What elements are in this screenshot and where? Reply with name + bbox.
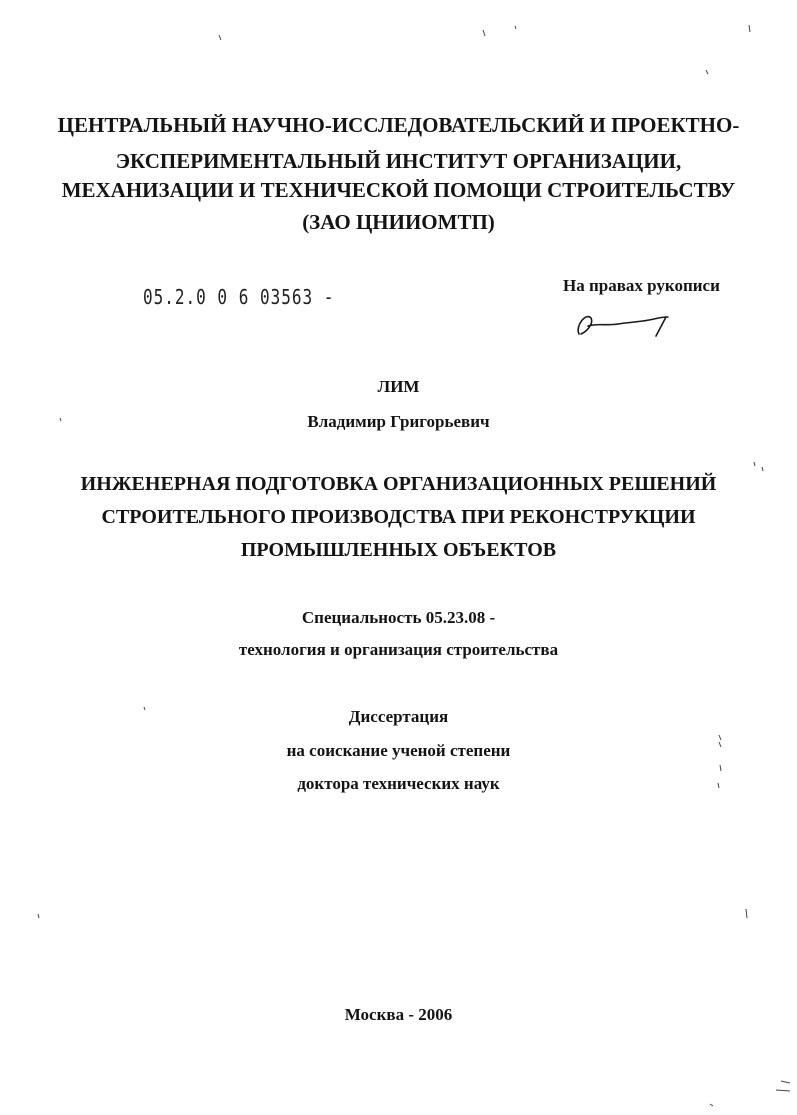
institution-line-2: ЭКСПЕРИМЕНТАЛЬНЫЙ ИНСТИТУТ ОРГАНИЗАЦИИ, xyxy=(115,149,682,173)
institution-line-1: ЦЕНТРАЛЬНЫЙ НАУЧНО-ИССЛЕДОВАТЕЛЬСКИЙ И ПРОЕКТНО- xyxy=(57,113,740,137)
signature xyxy=(572,306,672,340)
specialty-code: Специальность 05.23.08 - xyxy=(301,608,496,627)
place-year: Москва - 2006 xyxy=(344,1005,453,1024)
title-line-3: ПРОМЫШЛЕННЫХ ОБЪЕКТОВ xyxy=(240,539,557,561)
title-line-1: ИНЖЕНЕРНАЯ ПОДГОТОВКА ОРГАНИЗАЦИОННЫХ РЕШЕНИЙ xyxy=(80,473,717,495)
dissertation-purpose: на соискание ученой степени xyxy=(286,741,511,760)
dissertation-degree: доктора технических наук xyxy=(297,774,500,793)
dissertation-type: Диссертация xyxy=(348,707,449,726)
institution-line-3: МЕХАНИЗАЦИИ И ТЕХНИЧЕСКОЙ ПОМОЩИ СТРОИТЕЛЬСТВУ xyxy=(61,178,736,202)
institution-line-4: (ЗАО ЦНИИОМТП) xyxy=(302,210,495,234)
registration-code: 05.2.0 0 6 03563 - xyxy=(143,285,335,309)
author-name: Владимир Григорьевич xyxy=(307,412,490,431)
manuscript-rights: На правах рукописи xyxy=(563,276,720,295)
title-line-2: СТРОИТЕЛЬНОГО ПРОИЗВОДСТВА ПРИ РЕКОНСТРУКЦИИ xyxy=(101,506,696,528)
specialty-name: технология и организация строительства xyxy=(238,640,559,659)
author-surname: ЛИМ xyxy=(377,377,420,396)
